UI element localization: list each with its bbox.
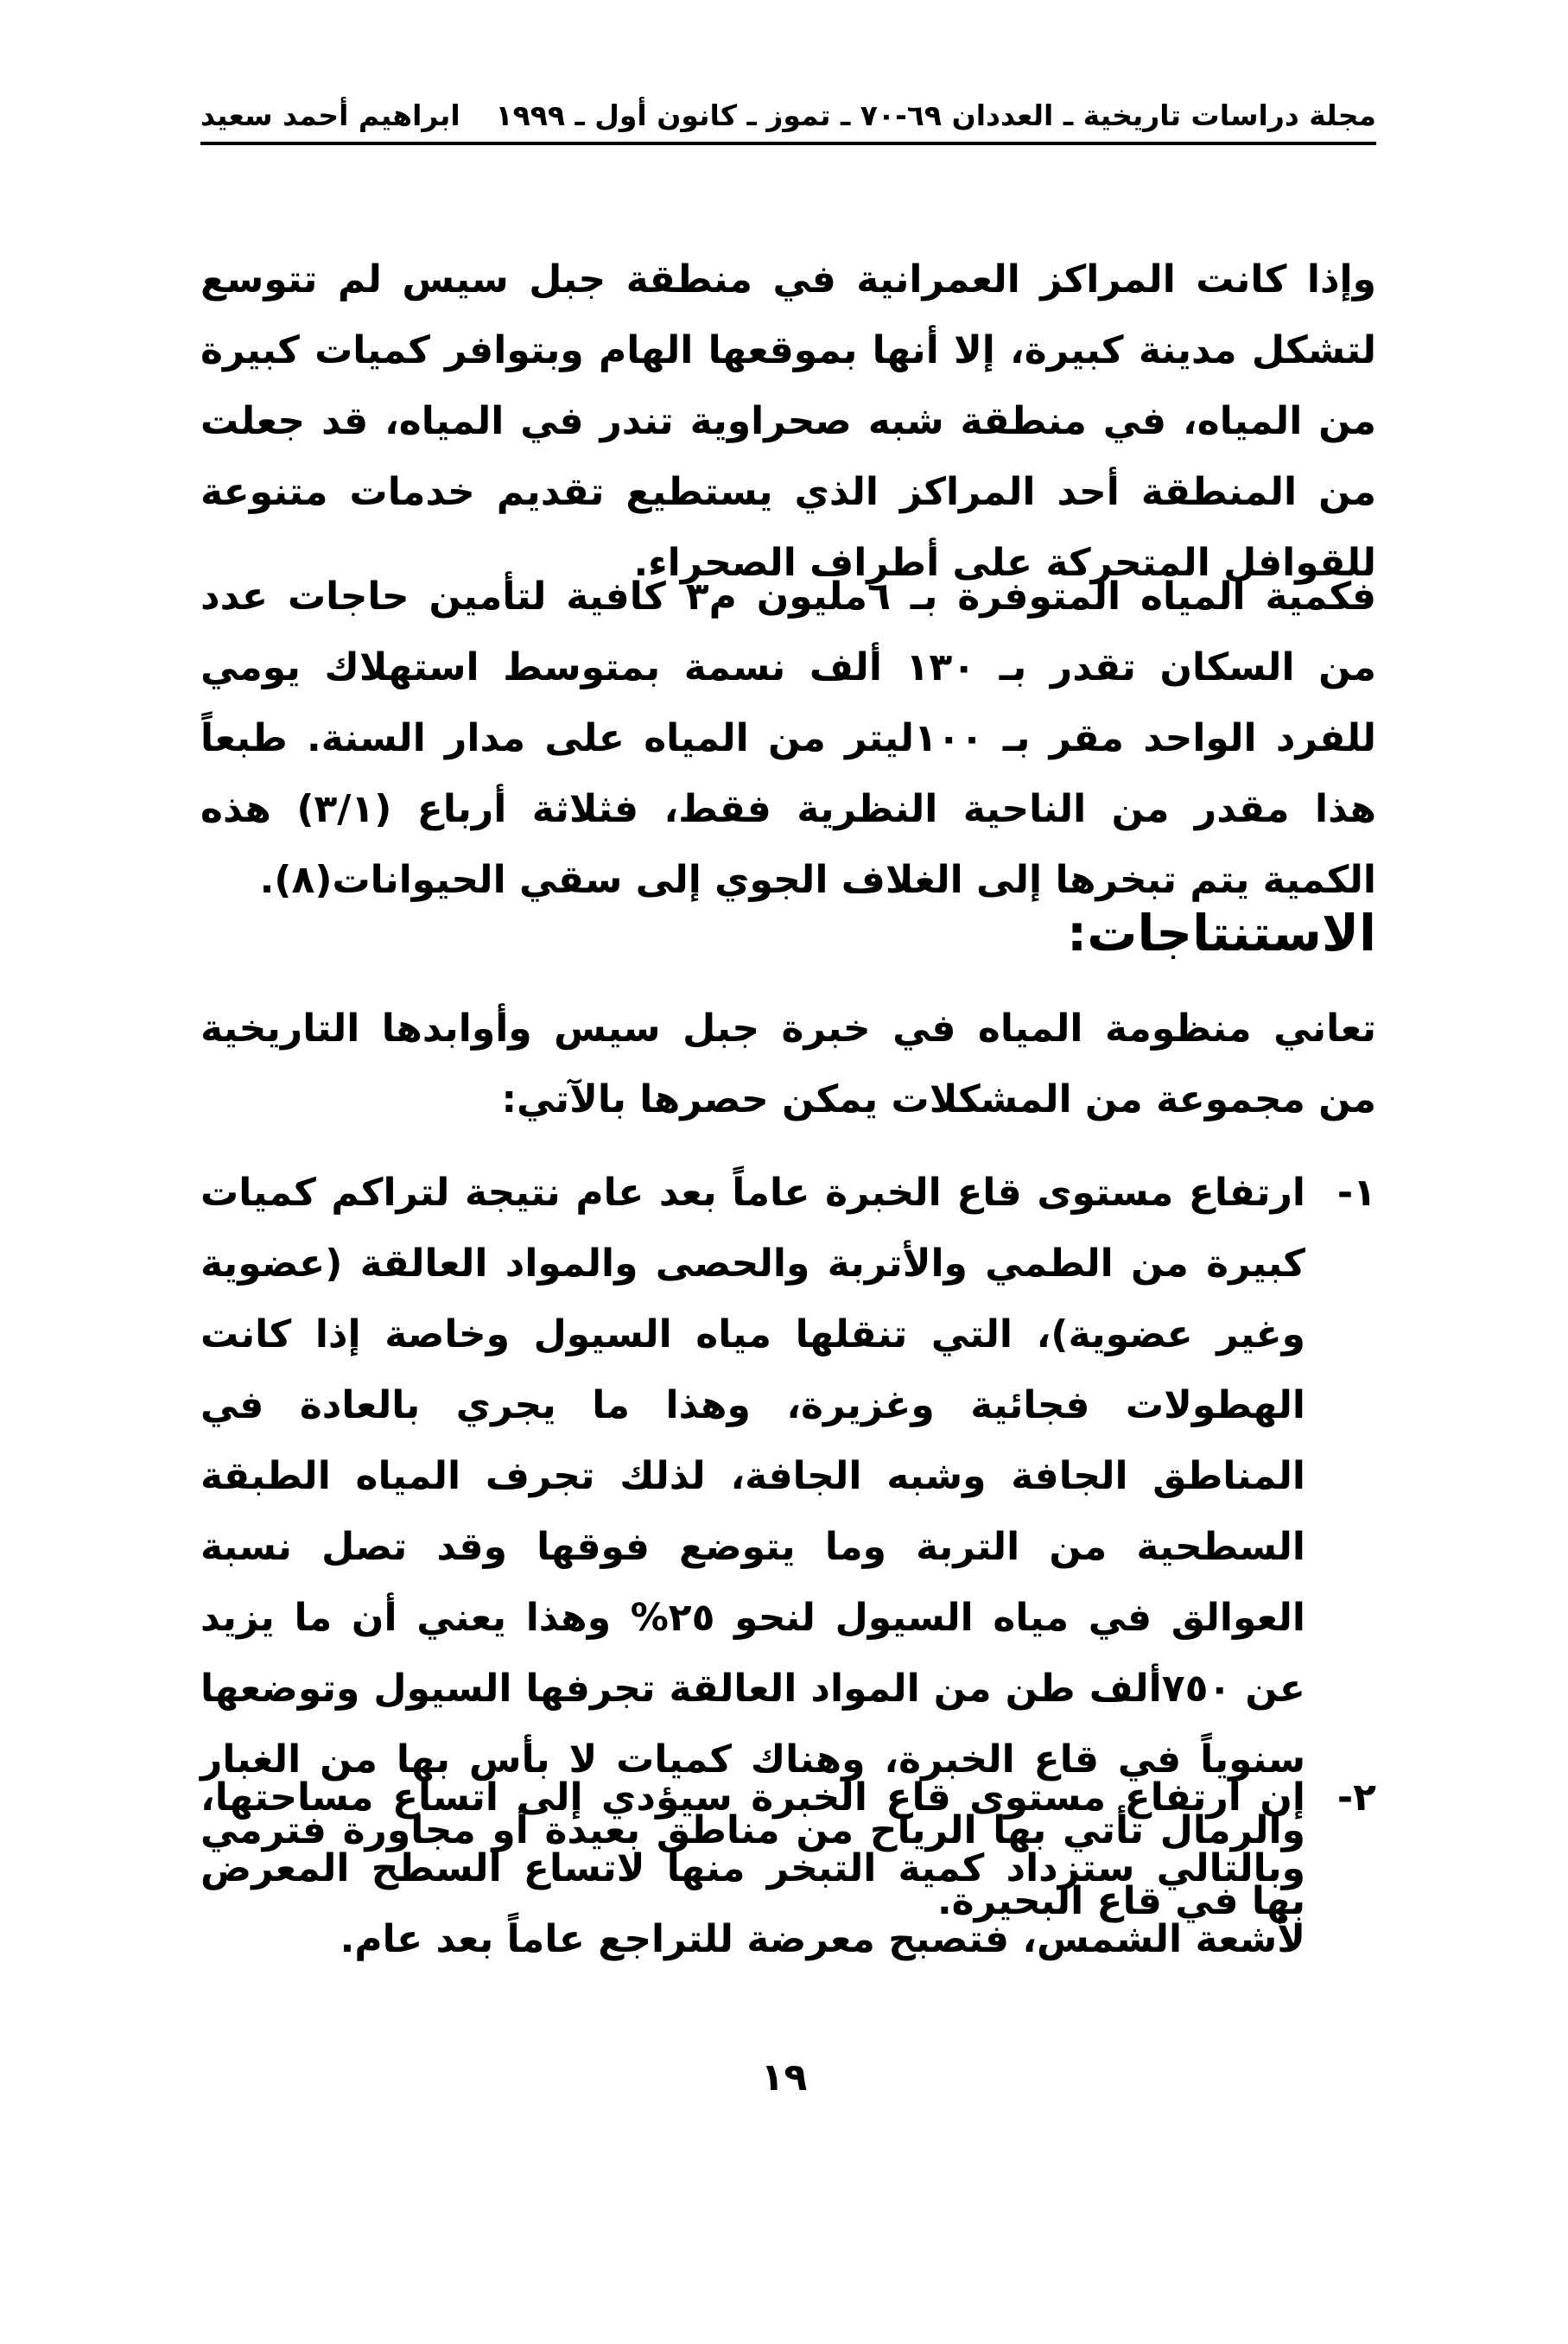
conclusions-intro [200,994,1376,1135]
paragraph-text: وإذا كانت المراكز العمرانية في منطقة جبل سيس لم تتوسع لتشكل مدينة كبيرة، إلا أنها بموقعها الهام وبتوافر كميات كبيرة من المياه، في منطقة شبه صحراوية تندر في المياه، قد جعلت من المنطقة أحد المراكز الذي يستطيع تقديم خدمات متنوعة للقوافل المتحركة على أطراف الصحراء. [200,257,1376,585]
paragraph-2 [200,562,1376,916]
list-item-text: إن ارتفاع مستوى قاع الخبرة سيؤدي إلى اتساع مساحتها، وبالتالي ستزداد كمية التبخر منها لاتساع السطح المعرض لأشعة الشمس، فتصبح معرضة للتراجع عاماً بعد عام. [200,1775,1305,1961]
paragraph-1 [200,245,1376,599]
section-heading-conclusions: الاستنتاجات: [1067,904,1376,962]
paragraph-text: تعاني منظومة المياه في خبرة جبل سيس وأوابدها التاريخية من مجموعة من المشكلات يمكن حصرها بالآتي: [200,1007,1376,1121]
header-journal-title: مجلة دراسات تاريخية ـ العددان ٦٩-٧٠ ـ تموز ـ كانون أول ـ ١٩٩٩ [495,98,1376,132]
page-number: ١٩ [760,2055,808,2099]
list-item-number: ١- [1336,1171,1376,1215]
list-item-number: ٢- [1336,1775,1376,1820]
paragraph-text: فكمية المياه المتوفرة بـ ٦مليون م٣ كافية لتأمين حاجات عدد من السكان تقدر بـ ١٣٠ ألف نسمة بمتوسط استهلاك يومي للفرد الواحد مقر بـ ١٠٠ليتر من المياه على مدار السنة. طبعاً هذا مقدر من الناحية النظرية فقط، فثلاثة أرباع (٣/١) هذه الكمية يتم تبخرها إلى الغلاف الجوي إلى سقي الحيوانات(٨). [200,575,1377,902]
list-item-text: ارتفاع مستوى قاع الخبرة عاماً بعد عام نتيجة لتراكم كميات كبيرة من الطمي والأتربة والحصى والمواد العالقة (عضوية وغير عضوية)، التي تنقلها مياه السيول وخاصة إذا كانت الهطولات فجائية وغزيرة، وهذا ما يجري بالعادة في المناطق الجافة وشبه الجافة، لذلك تجرف المياه الطبقة السطحية من التربة وما يتوضع فوقها وقد تصل نسبة العوالق في مياه السيول لنحو ٢٥% وهذا يعني أن ما يزيد عن ٧٥٠ألف طن من المواد العالقة تجرفها السيول وتوضعها سنوياً في قاع الخبرة، وهناك كميات لا بأس بها من الغبار والرمال تأتي بها الرياح من مناطق بعيدة أو مجاورة فترمي بها في قاع البحيرة. [200,1171,1305,1923]
header-author-name: ابراهيم أحمد سعيد [200,98,460,132]
running-header [200,93,1376,145]
list-item [200,1763,1376,1975]
